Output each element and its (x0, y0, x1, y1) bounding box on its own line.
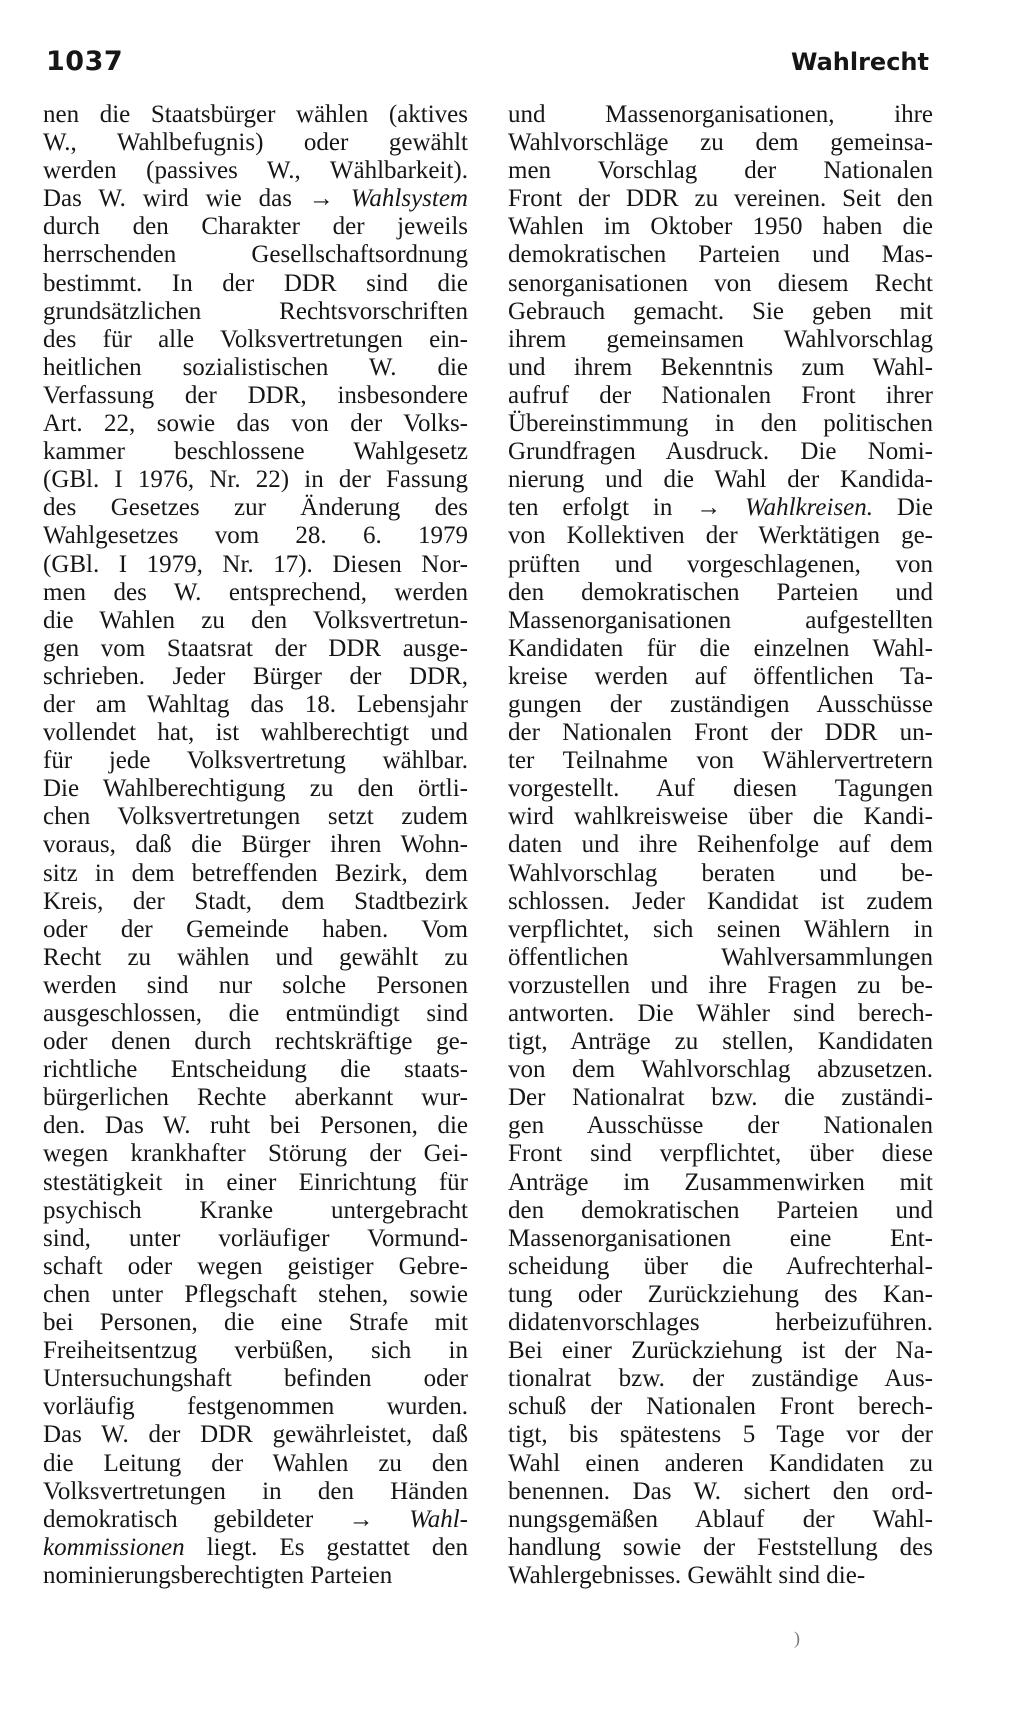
text-segment: men des W. entsprechend, werden (43, 578, 468, 606)
text-segment: schrieben. Jeder Bürger der DDR, (43, 662, 468, 690)
text-line (508, 1562, 933, 1590)
text-segment: bestimmt. In der DDR sind die (43, 269, 468, 297)
text-line (43, 803, 468, 831)
text-segment: ihrem gemeinsamen Wahlvorschlag (508, 325, 933, 353)
text-line (508, 1112, 933, 1140)
text-line (508, 466, 933, 494)
text-column-left (43, 101, 468, 1590)
text-segment: schaft oder wegen geistiger Gebre- (43, 1252, 468, 1280)
text-line (508, 1309, 933, 1337)
text-segment: den demokratischen Parteien und (508, 1196, 933, 1224)
text-segment: die Leitung der Wahlen zu den (43, 1449, 468, 1477)
text-segment: den. Das W. ruht bei Personen, die (43, 1112, 468, 1140)
text-line (43, 101, 468, 129)
text-line (43, 1478, 468, 1506)
text-segment: chen unter Pflegschaft stehen, sowie (43, 1280, 468, 1308)
text-line (43, 354, 468, 382)
text-segment: verpflichtet, sich seinen Wählern in (508, 915, 933, 943)
text-segment: Freiheitsentzug verbüßen, sich in (43, 1337, 468, 1365)
text-segment: des für alle Volksvertretungen ein- (43, 325, 468, 353)
text-line (43, 1169, 468, 1197)
text-segment: Anträge im Zusammenwirken mit (508, 1168, 933, 1196)
text-segment: kammer beschlossene Wahlgesetz (43, 438, 468, 466)
text-line (43, 1309, 468, 1337)
text-segment: werden (passives W., Wählbarkeit). (43, 157, 468, 185)
text-line (508, 157, 933, 185)
text-segment: antworten. Die Wähler sind berech- (508, 1000, 933, 1027)
text-line (43, 579, 468, 607)
cross-reference: → Wahlsystem (308, 185, 468, 213)
text-segment: Das W. wird wie das (43, 185, 309, 213)
text-line (43, 382, 468, 410)
text-segment: vorzustellen und ihre Fragen zu be- (508, 971, 933, 999)
text-segment: richtliche Entscheidung die staats- (43, 1056, 468, 1084)
text-line (43, 1084, 468, 1112)
page-number: 1037 (46, 46, 124, 77)
text-line (43, 298, 468, 326)
text-line (43, 1534, 468, 1562)
text-segment: Wahlergebnisses. Gewählt sind die- (508, 1561, 866, 1589)
text-segment: schlossen. Jeder Kandidat ist zudem (508, 887, 933, 915)
running-head: Wahlrecht (790, 48, 929, 76)
text-segment: psychisch Kranke untergebracht (43, 1196, 468, 1224)
text-segment: kreise werden auf öffentlichen Ta- (508, 662, 933, 690)
text-line (43, 663, 468, 691)
text-line (43, 185, 468, 213)
text-line (43, 1056, 468, 1084)
text-line (508, 1169, 933, 1197)
text-segment: und ihrem Bekenntnis zum Wahl- (508, 353, 933, 381)
text-line (43, 1112, 468, 1140)
text-segment: bei Personen, die eine Strafe mit (43, 1309, 468, 1337)
text-line (508, 213, 933, 241)
text-line (508, 888, 933, 916)
text-line (508, 775, 933, 803)
text-line (508, 1000, 933, 1028)
text-line (43, 410, 468, 438)
text-line (43, 944, 468, 972)
text-segment: demokratisch gebildeter (43, 1505, 349, 1533)
text-line (508, 747, 933, 775)
text-line (508, 1056, 933, 1084)
text-segment: für jede Volksvertretung wählbar. (43, 747, 468, 775)
text-segment: senorganisationen von diesem Recht (508, 269, 933, 297)
text-line (508, 1028, 933, 1056)
text-line (508, 354, 933, 382)
text-line (508, 241, 933, 269)
text-segment: oder denen durch rechtskräftige ge- (43, 1028, 468, 1056)
text-line (43, 916, 468, 944)
text-line (508, 1337, 933, 1365)
text-line (508, 1421, 933, 1449)
text-segment: Wahlgesetzes vom 28. 6. 1979 (43, 522, 468, 550)
text-line (508, 663, 933, 691)
text-line (43, 1393, 468, 1421)
text-column-right (508, 101, 933, 1590)
text-line (43, 831, 468, 859)
text-segment: Front sind verpflichtet, über diese (508, 1140, 933, 1168)
text-line (43, 129, 468, 157)
text-line (508, 1197, 933, 1225)
text-line (508, 1450, 933, 1478)
text-line (43, 326, 468, 354)
text-segment: Gebrauch gemacht. Sie geben mit (508, 297, 933, 325)
text-line (508, 551, 933, 579)
text-segment: Massenorganisationen eine Ent- (508, 1224, 933, 1252)
cross-reference: kommissionen (43, 1533, 185, 1561)
text-line (43, 213, 468, 241)
text-line (43, 1506, 468, 1534)
text-line (43, 494, 468, 522)
text-segment: gen vom Staatsrat der DDR ausge- (43, 634, 468, 662)
text-segment: prüften und vorgeschlagenen, von (508, 550, 933, 578)
text-segment: Wahlvorschläge zu dem gemeinsa- (508, 129, 933, 157)
text-line (508, 1365, 933, 1393)
text-segment: Kreis, der Stadt, dem Stadtbezirk (43, 887, 468, 915)
text-line (43, 551, 468, 579)
text-segment: nungsgemäßen Ablauf der Wahl- (508, 1505, 933, 1533)
text-segment: Die Wahlberechtigung zu den örtli- (43, 775, 468, 803)
text-line (508, 494, 933, 522)
text-line (508, 298, 933, 326)
text-line (508, 1534, 933, 1562)
text-segment: voraus, daß die Bürger ihren Wohn- (43, 831, 468, 859)
text-line (43, 1450, 468, 1478)
text-segment: vorläufig festgenommen wurden. (43, 1393, 468, 1421)
text-line (508, 803, 933, 831)
cross-reference: → Wahlkreisen. (696, 494, 874, 522)
text-line (43, 1365, 468, 1393)
text-line (508, 326, 933, 354)
text-line (508, 1478, 933, 1506)
text-line (508, 944, 933, 972)
text-segment: Front der DDR zu vereinen. Seit den (508, 185, 933, 213)
text-line (508, 1140, 933, 1168)
text-segment: W., Wahlbefugnis) oder gewählt (43, 129, 468, 157)
text-line (508, 129, 933, 157)
text-line (43, 635, 468, 663)
text-segment: vollendet hat, ist wahlberechtigt und (43, 719, 468, 747)
text-line (508, 1281, 933, 1309)
text-segment: aufruf der Nationalen Front ihrer (508, 381, 933, 409)
text-segment: didatenvorschlages herbeizuführen. (508, 1309, 933, 1337)
text-segment: Wahlvorschlag beraten und be- (508, 859, 933, 887)
text-line (43, 860, 468, 888)
text-line (508, 860, 933, 888)
text-line (43, 1197, 468, 1225)
text-segment: sitz in dem betreffenden Bezirk, dem (43, 859, 468, 887)
text-line (508, 916, 933, 944)
text-segment: Bei einer Zurückziehung ist der Na- (508, 1337, 933, 1365)
text-line (508, 1506, 933, 1534)
text-segment: tigt, bis spätestens 5 Tage vor der (508, 1421, 933, 1449)
text-segment: Art. 22, sowie das von der Volks- (43, 410, 468, 438)
text-segment: Wahl einen anderen Kandidaten zu (508, 1449, 933, 1477)
text-segment: durch den Charakter der jeweils (43, 213, 468, 241)
text-line (508, 691, 933, 719)
text-line (508, 101, 933, 129)
text-line (43, 1253, 468, 1281)
text-segment: daten und ihre Reihenfolge auf dem (508, 831, 933, 859)
text-segment: herrschenden Gesellschaftsordnung (43, 241, 468, 269)
text-segment: (GBl. I 1976, Nr. 22) in der Fassung (43, 466, 468, 494)
text-segment: tigt, Anträge zu stellen, Kandidaten (508, 1028, 933, 1056)
text-segment: schuß der Nationalen Front berech- (508, 1393, 933, 1421)
text-line (43, 157, 468, 185)
text-line (43, 719, 468, 747)
cross-reference: → Wahl- (348, 1505, 468, 1533)
text-line (43, 1337, 468, 1365)
text-segment: von Kollektiven der Werktätigen ge- (508, 522, 933, 550)
text-segment: stestätigkeit in einer Einrichtung für (43, 1168, 468, 1196)
text-segment: oder der Gemeinde haben. Vom (43, 915, 468, 943)
text-segment: tung oder Zurückziehung des Kan- (508, 1280, 933, 1308)
text-segment: Grundfragen Ausdruck. Die Nomi- (508, 438, 933, 466)
text-segment: Wahlen im Oktober 1950 haben die (508, 213, 933, 241)
text-segment: nen die Staatsbürger wählen (aktives (43, 101, 468, 128)
text-segment: grundsätzlichen Rechtsvorschriften (43, 297, 468, 325)
text-segment: Das W. der DDR gewährleistet, daß (43, 1421, 468, 1449)
text-segment: Massenorganisationen aufgestellten (508, 606, 933, 634)
text-segment: Kandidaten für die einzelnen Wahl- (508, 634, 933, 662)
text-segment: tionalrat bzw. der zuständige Aus- (508, 1365, 933, 1393)
text-segment: nominierungsberechtigten Parteien (43, 1561, 393, 1589)
text-line (508, 522, 933, 550)
text-segment: vorgestellt. Auf diesen Tagungen (508, 775, 933, 803)
text-segment: gungen der zuständigen Ausschüsse (508, 690, 933, 718)
text-segment: des Gesetzes zur Änderung des (43, 494, 468, 522)
text-line (43, 1281, 468, 1309)
text-segment: und Massenorganisationen, ihre (508, 101, 933, 128)
text-segment: (GBl. I 1979, Nr. 17). Diesen Nor- (43, 550, 468, 578)
text-segment: Verfassung der DDR, insbesondere (43, 381, 468, 409)
text-segment: von dem Wahlvorschlag abzusetzen. (508, 1056, 933, 1084)
text-line (508, 719, 933, 747)
text-segment: benennen. Das W. sichert den ord- (508, 1477, 933, 1505)
text-segment: Recht zu wählen und gewählt zu (43, 943, 468, 971)
text-line (43, 1225, 468, 1253)
text-line (43, 466, 468, 494)
text-line (43, 522, 468, 550)
text-line (508, 185, 933, 213)
text-line (508, 1253, 933, 1281)
text-segment: wird wahlkreisweise über die Kandi- (508, 803, 933, 831)
text-line (508, 831, 933, 859)
text-line (43, 1421, 468, 1449)
text-line (43, 270, 468, 298)
text-line (43, 1562, 468, 1590)
text-line (43, 438, 468, 466)
text-segment: wegen krankhafter Störung der Gei- (43, 1140, 468, 1168)
text-segment: der Nationalen Front der DDR un- (508, 719, 933, 747)
text-segment: werden sind nur solche Personen (43, 971, 468, 999)
text-line (508, 1084, 933, 1112)
text-line (508, 438, 933, 466)
text-line (43, 691, 468, 719)
text-segment: heitlichen sozialistischen W. die (43, 353, 468, 381)
text-segment: nierung und die Wahl der Kandida- (508, 466, 933, 494)
text-segment: chen Volksvertretungen setzt zudem (43, 803, 468, 831)
text-segment: ten erfolgt in (508, 494, 697, 522)
text-segment: den demokratischen Parteien und (508, 578, 933, 606)
text-segment: Untersuchungshaft befinden oder (43, 1365, 468, 1393)
text-line (43, 1000, 468, 1028)
text-segment: demokratischen Parteien und Mas- (508, 241, 933, 269)
text-line (43, 607, 468, 635)
text-line (508, 1393, 933, 1421)
text-line (508, 410, 933, 438)
text-line (508, 607, 933, 635)
print-speck: ) (794, 1628, 800, 1648)
text-segment: öffentlichen Wahlversammlungen (508, 943, 933, 971)
text-segment: men Vorschlag der Nationalen (508, 157, 933, 185)
text-segment: Der Nationalrat bzw. die zuständi- (508, 1084, 933, 1112)
text-line (508, 270, 933, 298)
text-segment: scheidung über die Aufrechterhal- (508, 1252, 933, 1280)
text-line (43, 775, 468, 803)
text-line (43, 747, 468, 775)
text-line (508, 382, 933, 410)
text-line (508, 579, 933, 607)
text-segment: der am Wahltag das 18. Lebensjahr (43, 690, 468, 718)
text-line (508, 1225, 933, 1253)
text-segment: bürgerlichen Rechte aberkannt wur- (43, 1084, 468, 1112)
text-line (43, 241, 468, 269)
text-line (43, 1028, 468, 1056)
text-line (43, 888, 468, 916)
text-line (508, 972, 933, 1000)
text-segment: Die (873, 494, 933, 522)
text-line (43, 1140, 468, 1168)
text-line (43, 972, 468, 1000)
text-segment: Übereinstimmung in den politischen (508, 410, 933, 438)
text-segment: liegt. Es gestattet den (184, 1533, 468, 1561)
text-segment: gen Ausschüsse der Nationalen (508, 1112, 933, 1140)
text-segment: sind, unter vorläufiger Vormund- (43, 1224, 468, 1252)
text-line (508, 635, 933, 663)
text-segment: die Wahlen zu den Volksvertretun- (43, 606, 468, 634)
text-segment: handlung sowie der Feststellung des (508, 1533, 933, 1561)
text-segment: ausgeschlossen, die entmündigt sind (43, 1000, 468, 1027)
text-segment: Volksvertretungen in den Händen (43, 1477, 468, 1505)
text-segment: ter Teilnahme von Wählervertretern (508, 747, 933, 775)
